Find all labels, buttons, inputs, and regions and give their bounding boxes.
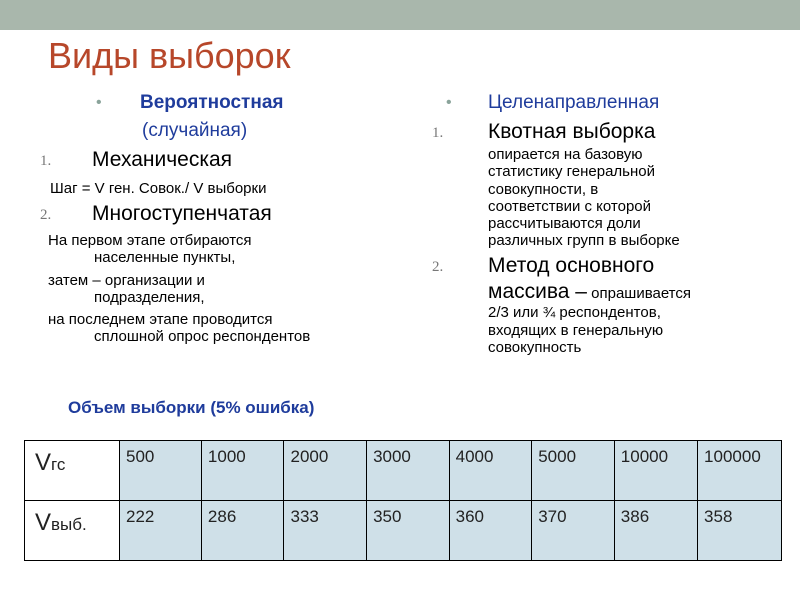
left-item-1-desc: Шаг = V ген. Совок./ V выборки [50,180,267,197]
desc-line: 2/3 или ¾ респондентов, [488,304,661,322]
right-item-2 [430,254,770,280]
left-item-1 [40,148,400,176]
row-header-letter: V [35,449,52,476]
right-item-2-desc [488,280,800,357]
left-item-1-desc-row [40,176,400,202]
row-header-letter: V [35,509,52,536]
desc-line: статистику генеральной [488,163,655,181]
table-cell: 100000 [698,441,782,501]
left-item-2 [40,202,400,230]
left-heading-sub-row [40,118,400,148]
left-column [40,92,400,344]
table-cell: 286 [201,501,284,561]
right-column [430,92,770,356]
sample-size-table [24,440,782,561]
table-cell: 370 [532,501,615,561]
desc-line: опрашивается [586,284,692,302]
table-cell: 4000 [449,441,532,501]
table-row-vvyb [25,501,782,561]
desc-line: сплошной опрос респондентов [94,328,311,346]
left-item-2-title: Многоступенчатая [92,202,272,225]
row-header-sub: выб. [51,515,87,534]
bullet-icon: • [446,94,452,111]
table-cell: 358 [698,501,782,561]
item-number: 2. [432,258,444,275]
desc-line: затем – организации и [48,271,205,289]
right-heading: Целенаправленная [488,92,660,113]
table-cell: 222 [120,501,202,561]
item-number: 1. [40,153,52,169]
left-bullet [40,92,400,118]
row-header-sub: гс [51,455,66,474]
right-item-2-title-cont: массива – [488,279,587,303]
left-heading-sub: (случайная) [142,120,248,141]
table-cell: 386 [614,501,697,561]
table-caption: Объем выборки (5% ошибка) [68,398,315,417]
table-cell: 3000 [367,441,450,501]
table-row-vgs [25,441,782,501]
slide-title: Виды выборок [48,35,291,76]
desc-line: совокупность [488,338,582,356]
table-cell: 350 [367,501,450,561]
desc-line: на последнем этапе проводится [48,311,273,328]
left-item-1-title: Механическая [92,148,233,171]
table-cell: 10000 [614,441,697,501]
table-cell: 2000 [284,441,367,501]
desc-line: населенные пункты, [94,249,236,267]
table-cell: 1000 [201,441,284,501]
table-cell: 500 [120,441,202,501]
table-cell: 360 [449,501,532,561]
row-header-vvyb [25,501,120,561]
bullet-icon: • [96,94,102,111]
left-item-2-desc [48,232,408,346]
right-item-1 [430,120,770,146]
left-heading: Вероятностная [140,92,284,113]
top-bar [0,0,800,30]
table-cell: 333 [284,501,367,561]
right-item-2-title: Метод основного [488,253,655,277]
right-item-1-title: Квотная выборка [488,120,656,143]
table-cell: 5000 [532,441,615,501]
row-header-vgs [25,441,120,501]
desc-line: На первом этапе отбираются [48,232,252,249]
desc-line: входящих в генеральную [488,321,664,339]
desc-line: рассчитываются доли [488,215,641,232]
desc-line: совокупности, в [488,180,599,198]
desc-line: соответствии с которой [488,197,652,215]
right-item-1-desc [488,146,800,250]
desc-line: различных групп в выборке [488,232,680,250]
desc-line: подразделения, [94,288,205,306]
item-number: 1. [432,125,444,141]
desc-line: опирается на базовую [488,146,643,163]
right-bullet [430,92,770,120]
item-number: 2. [40,207,52,223]
